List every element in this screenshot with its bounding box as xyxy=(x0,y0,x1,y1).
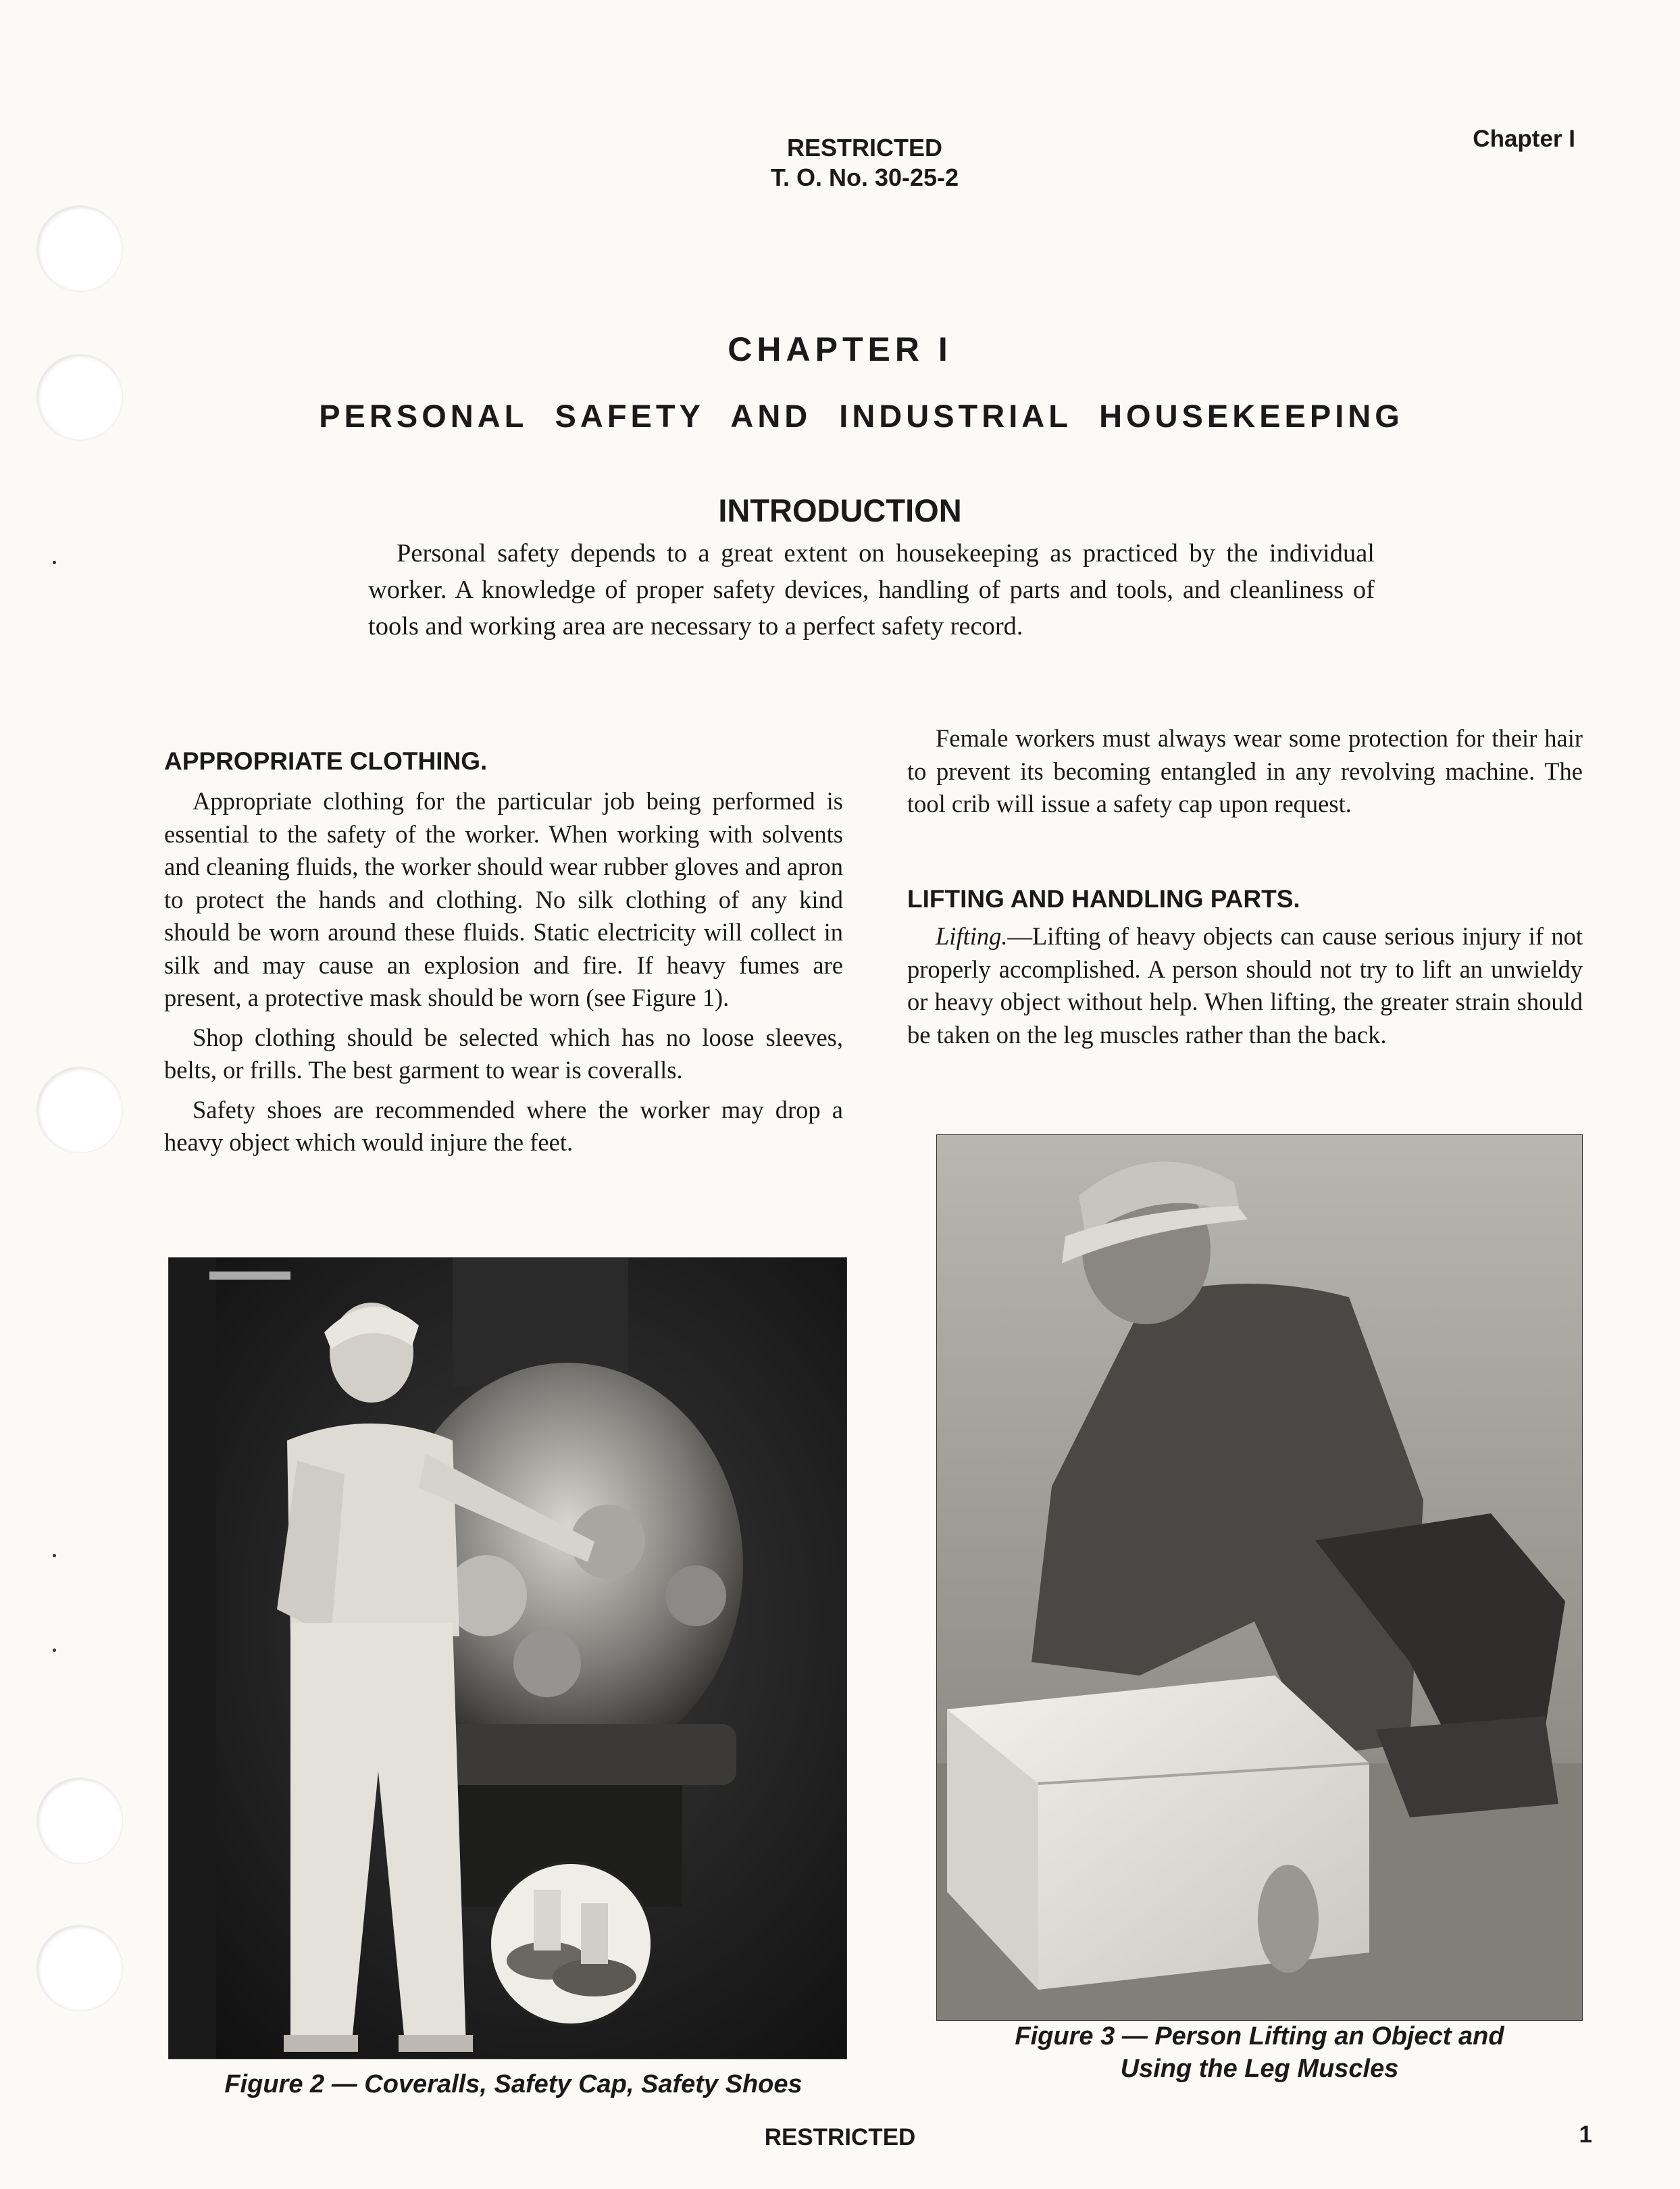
figure-2-photo xyxy=(169,1258,846,2059)
lifting-heading: LIFTING AND HANDLING PARTS. xyxy=(907,885,1300,913)
page-speck xyxy=(53,1649,56,1652)
introduction-heading: INTRODUCTION xyxy=(718,493,962,528)
running-head-chapter: Chapter I xyxy=(1473,126,1575,152)
page-speck xyxy=(53,1554,56,1557)
clothing-paragraph: Appropriate clothing for the particular job being performed is essential to the safety of the worker. When working with solvents and cleaning fluids, the worker should wear rubber gloves and apron to protect the hands and clothing. No silk clothing of any kind should be worn around these fluids. Static electricity will collect in silk and may cause an explosion and fire. If heavy fumes are present, a protective mask should be worn (see Figure 1). xyxy=(164,787,843,1011)
lifting-section xyxy=(907,920,1583,1058)
clothing-heading: APPROPRIATE CLOTHING. xyxy=(164,747,488,775)
clothing-paragraph: Safety shoes are recommended where the worker may drop a heavy object which would injure the feet. xyxy=(164,1095,843,1156)
header-classification: RESTRICTED xyxy=(786,134,942,161)
figure-2-caption: Figure 2 — Coveralls, Safety Cap, Safety Shoes xyxy=(224,2070,803,2098)
figure-3-caption-line-2: Using the Leg Muscles xyxy=(1120,2055,1399,2083)
lifting-text: —Lifting of heavy objects can cause serious injury if not properly accomplished. A person should not try to lift an unwieldy or heavy object without help. When lifting, the greater strain should be taken on the leg muscles rather than the back. xyxy=(907,922,1583,1049)
figure-3-caption xyxy=(937,2020,1582,2085)
introduction-paragraph: Personal safety depends to a great extent on housekeeping as practiced by the individual worker. A knowledge of proper safety devices, handling of parts and tools, and cleanliness of tools and working area are necessary to a perfect safety record. xyxy=(368,539,1375,640)
binder-hole-3 xyxy=(37,1067,122,1153)
figure-3-caption-line-1: Figure 3 — Person Lifting an Object and xyxy=(1015,2022,1504,2050)
lifting-runin-head: Lifting. xyxy=(936,922,1008,950)
female-workers-paragraph: Female workers must always wear some protection for their hair to prevent its becoming entangled in any revolving machine. The tool crib will issue a safety cap upon request. xyxy=(907,724,1583,817)
chapter-heading: CHAPTER I xyxy=(728,330,952,368)
page-speck xyxy=(53,561,56,564)
right-column-text xyxy=(907,722,1583,828)
figure-2-illustration xyxy=(169,1258,846,2059)
figure-3-photo xyxy=(937,1135,1582,2020)
figure-3-illustration xyxy=(937,1135,1582,2020)
lifting-paragraph xyxy=(907,920,1583,1051)
chapter-title: PERSONAL SAFETY AND INDUSTRIAL HOUSEKEEPING xyxy=(319,398,1404,434)
clothing-paragraph: Shop clothing should be selected which has no loose sleeves, belts, or frills. The best garment to wear is coveralls. xyxy=(164,1023,843,1084)
header-tech-order: T. O. No. 30-25-2 xyxy=(770,163,959,191)
footer-classification: RESTRICTED xyxy=(764,2124,916,2150)
clothing-section xyxy=(164,785,843,1166)
binder-hole-5 xyxy=(37,1926,122,2011)
page-number: 1 xyxy=(1579,2121,1592,2148)
binder-hole-4 xyxy=(37,1778,122,1863)
binder-hole-1 xyxy=(37,206,122,291)
